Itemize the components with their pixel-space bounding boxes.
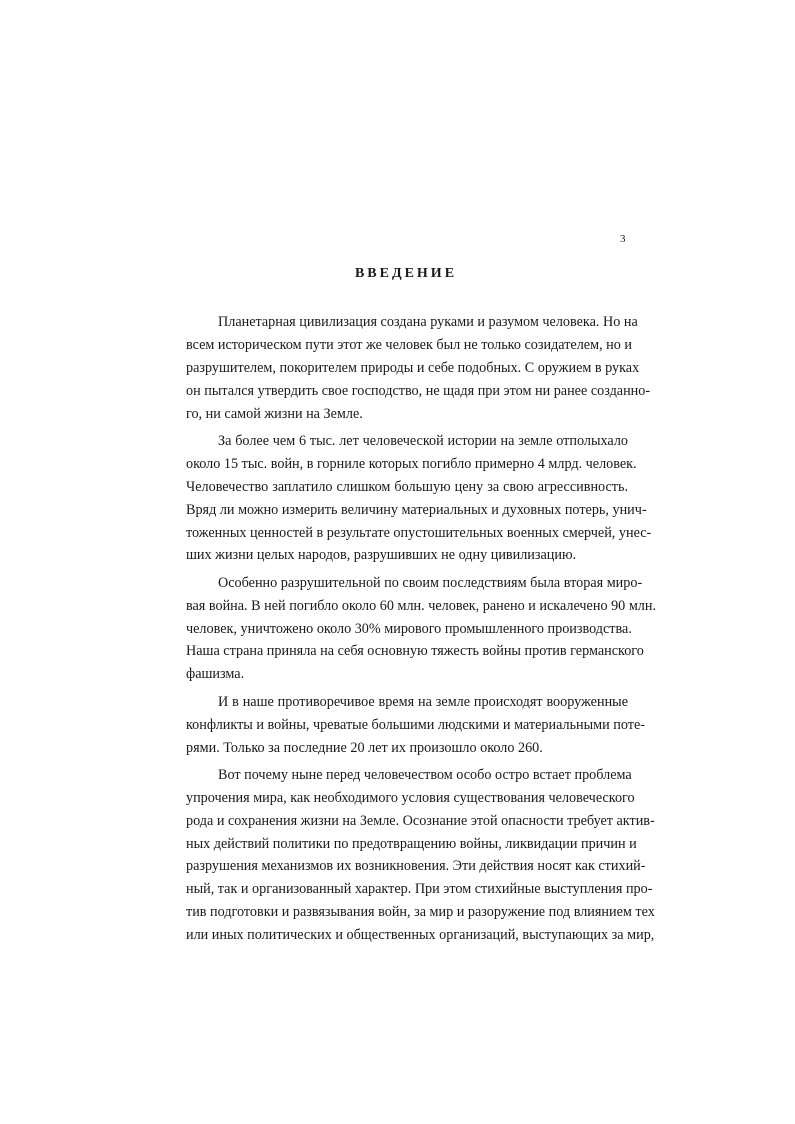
text-line: упрочения мира, как необходимого условия существования человеческого — [186, 789, 635, 806]
text-line: Человечество заплатило слишком большую цену за свою агрессивность. — [186, 478, 628, 495]
text-line: конфликты и войны, чреватые большими людскими и материальными поте- — [186, 716, 645, 733]
text-line: рями. Только за последние 20 лет их произошло около 260. — [186, 739, 543, 756]
paragraph — [186, 311, 651, 425]
text-line: вая война. В ней погибло около 60 млн. человек, ранено и искалечено 90 млн. — [186, 597, 657, 614]
text-line: или иных политических и общественных организаций, выступающих за мир, — [186, 927, 655, 944]
paragraph — [186, 691, 645, 760]
text-line: всем историческом пути этот же человек был не только созидателем, но и — [186, 336, 632, 353]
text-line: И в наше противоречивое время на земле происходят вооруженные — [218, 693, 628, 710]
text-line: тоженных ценностей в результате опустошительных военных смерчей, унес- — [186, 524, 652, 541]
text-line: За более чем 6 тыс. лет человеческой истории на земле отполыхало — [218, 432, 628, 449]
text-line: разрушителем, покорителем природы и себе подобных. С оружием в руках — [186, 359, 640, 376]
text-line: Вот почему ныне перед человечеством особо остро встает проблема — [218, 766, 632, 783]
text-line: ных действий политики по предотвращению войны, ликвидации причин и — [186, 835, 637, 852]
text-line: фашизма. — [186, 666, 245, 683]
text-line: человек, уничтожено около 30% мирового промышленного производства. — [186, 620, 632, 637]
paragraph — [186, 572, 657, 686]
text-line: Наша страна приняла на себя основную тяжесть войны против германского — [186, 643, 644, 660]
text-line: Вряд ли можно измерить величину материальных и духовных потерь, унич- — [186, 501, 647, 518]
section-heading: ВВЕДЕНИЕ — [354, 266, 458, 281]
text-line: го, ни самой жизни на Земле. — [186, 405, 363, 422]
body-text — [186, 311, 657, 952]
text-line: ный, так и организованный характер. При этом стихийные выступления про- — [186, 881, 653, 898]
text-line: рода и сохранения жизни на Земле. Осознание этой опасности требует актив- — [186, 812, 655, 829]
text-line: тив подготовки и развязывания войн, за мир и разоружение под влиянием тех — [186, 904, 655, 921]
text-line: ших жизни целых народов, разрушивших не одну цивилизацию. — [186, 547, 577, 564]
text-line: разрушения механизмов их возникновения. Эти действия носят как стихий- — [186, 858, 646, 875]
page-number: 3 — [620, 233, 626, 245]
paragraph — [186, 430, 652, 567]
text-line: он пытался утвердить свое господство, не щадя при этом ни ранее созданно- — [186, 382, 651, 399]
paragraph — [186, 764, 655, 947]
text-line: Планетарная цивилизация создана руками и разумом человека. Но на — [218, 314, 638, 330]
text-line: Особенно разрушительной по своим последствиям была вторая миро- — [218, 574, 643, 591]
text-line: около 15 тыс. войн, в горниле которых погибло примерно 4 млрд. человек. — [186, 455, 637, 472]
